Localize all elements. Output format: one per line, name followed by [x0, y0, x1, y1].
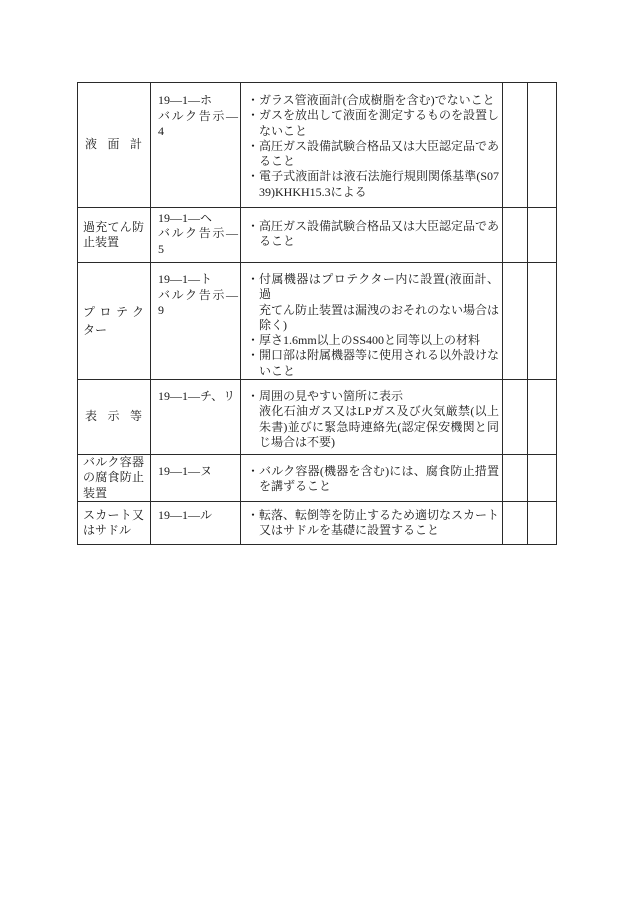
requirement-item: [247, 93, 498, 108]
notice-reference: [158, 109, 238, 140]
item-name: [83, 455, 144, 501]
item-name: [83, 220, 144, 251]
requirements-cell: [241, 502, 503, 545]
bullet-mark: ・: [247, 108, 260, 123]
notice-line: バルク告示―: [158, 108, 238, 123]
requirement-line: 高圧ガス設備試験合格品又は大臣認定品であ: [259, 138, 500, 153]
item-name-line: プロテク: [83, 305, 144, 320]
reference-cell: [151, 83, 241, 208]
item-name-line: ター: [83, 323, 108, 338]
requirement-line: いこと: [259, 363, 296, 378]
bullet-mark: ・: [247, 389, 260, 404]
table-row: [78, 502, 557, 545]
requirement-line: ること: [259, 154, 296, 169]
requirement-line: 転落、転倒等を防止するため適切なスカート: [259, 507, 500, 522]
bullet-mark: ・: [247, 507, 260, 522]
requirement-item: [247, 389, 498, 404]
item-name-line: 止装置: [83, 235, 120, 249]
notice-line: 4: [158, 124, 164, 139]
item-name-cell: [78, 455, 151, 502]
requirement-text: [259, 272, 499, 333]
check-cell-b: [528, 208, 557, 263]
table-row: [78, 83, 557, 208]
requirement-line: ること: [259, 234, 296, 249]
reference-cell: [151, 455, 241, 502]
check-cell-a: [503, 208, 528, 263]
requirement-item: [247, 508, 498, 539]
item-name: [83, 137, 144, 152]
table-row: [78, 380, 557, 455]
check-cell-a: [503, 502, 528, 545]
requirement-text: [259, 333, 499, 348]
requirement-text: [259, 108, 499, 139]
requirement-line: 開口部は附属機器等に使用される以外設けな: [259, 348, 500, 363]
reference-cell: [151, 263, 241, 380]
check-cell-b: [528, 83, 557, 208]
check-cell-a: [503, 83, 528, 208]
requirement-line: 高圧ガス設備試験合格品又は大臣認定品であ: [259, 219, 500, 233]
requirement-item: [247, 108, 498, 139]
reference-cell: [151, 380, 241, 455]
reference-clause: 19―1―チ、リ: [158, 389, 236, 404]
requirement-text: [259, 389, 499, 404]
requirements-cell: [241, 83, 503, 208]
bullet-mark: ・: [247, 272, 260, 286]
item-name: [83, 303, 144, 339]
table-row: [78, 455, 557, 502]
bullet-mark: ・: [247, 93, 260, 107]
item-name-line: 表示等: [85, 409, 142, 424]
requirement-text: [259, 464, 499, 495]
requirement-item: [247, 169, 498, 200]
item-name-line: はサドル: [83, 523, 132, 538]
reference-clause: 19―1―ヌ: [158, 464, 213, 479]
reference-clause: 19―1―ト: [158, 272, 213, 286]
requirement-line: 付属機器はプロテクター内に設置(液面計、過: [259, 272, 499, 302]
item-name-cell: [78, 208, 151, 263]
check-cell-b: [528, 263, 557, 380]
check-cell-b: [528, 455, 557, 502]
check-cell-b: [528, 380, 557, 455]
requirement-line: ないこと: [259, 123, 308, 138]
item-name-line: 液面計: [85, 137, 142, 152]
check-cell-b: [528, 502, 557, 545]
item-name-cell: [78, 83, 151, 208]
requirement-line: 液化石油ガス又はLPガス及び火気厳禁(以上: [259, 404, 499, 419]
item-name-cell: [78, 502, 151, 545]
requirement-line: 除く): [259, 317, 287, 332]
requirement-item: [247, 219, 498, 250]
requirement-line: 39)KHKH15.3による: [259, 184, 367, 199]
requirement-text: [259, 139, 499, 170]
item-name-line: スカート又: [83, 507, 144, 522]
requirement-line: 周囲の見やすい箇所に表示: [259, 389, 404, 404]
check-cell-a: [503, 263, 528, 380]
requirement-line: を講ずること: [259, 479, 332, 494]
requirement-line: 又はサドルを基礎に設置すること: [259, 522, 440, 537]
requirement-text: [259, 404, 499, 450]
requirement-item: [247, 404, 498, 450]
item-name: [83, 508, 144, 539]
requirement-text: [259, 219, 499, 250]
item-name-line: の腐食防止: [83, 470, 144, 485]
bullet-mark: ・: [247, 169, 260, 184]
requirement-line: じ場合は不要): [259, 434, 335, 449]
bullet-mark: ・: [247, 138, 260, 153]
reference-clause: 19―1―ヘ: [158, 210, 213, 225]
requirement-text: [259, 508, 499, 539]
notice-line: バルク告示―: [158, 226, 238, 241]
table-row: [78, 208, 557, 263]
requirements-cell: [241, 263, 503, 380]
inspection-spec-table: [77, 82, 557, 545]
item-name-line: 過充てん防: [83, 219, 144, 234]
requirement-item: [247, 139, 498, 170]
requirements-cell: [241, 208, 503, 263]
item-name-line: バルク容器: [83, 455, 144, 470]
item-name-cell: [78, 263, 151, 380]
requirements-cell: [241, 380, 503, 455]
reference-clause: 19―1―ル: [158, 507, 213, 522]
item-name: [83, 409, 144, 424]
bullet-mark: ・: [247, 464, 260, 479]
bullet-mark: ・: [247, 219, 260, 233]
requirement-text: [259, 348, 499, 379]
check-cell-a: [503, 380, 528, 455]
reference-clause: 19―1―ホ: [158, 93, 213, 107]
check-cell-a: [503, 455, 528, 502]
requirement-item: [247, 348, 498, 379]
requirement-line: ガラス管液面計(合成樹脂を含む)でないこと: [259, 93, 495, 107]
requirement-line: ガスを放出して液面を測定するものを設置し: [259, 108, 500, 123]
requirement-line: バルク容器(機器を含む)には、腐食防止措置: [259, 464, 499, 479]
bullet-mark: ・: [247, 333, 260, 348]
requirement-item: [247, 333, 498, 348]
requirement-line: 厚さ1.6mm以上のSS400と同等以上の材料: [259, 333, 481, 348]
item-name-cell: [78, 380, 151, 455]
table-row: [78, 263, 557, 380]
reference-cell: [151, 208, 241, 263]
reference-cell: [151, 502, 241, 545]
notice-line: 5: [158, 241, 164, 256]
requirement-line: 充てん防止装置は漏洩のおそれのない場合は: [259, 302, 500, 317]
requirement-item: [247, 464, 498, 495]
notice-line: 9: [158, 303, 164, 318]
requirement-line: 電子式液面計は液石法施行規則関係基準(S07: [259, 169, 499, 184]
notice-reference: [158, 288, 238, 319]
requirement-line: 朱書)並びに緊急時連絡先(認定保安機関と同: [259, 419, 499, 434]
requirements-cell: [241, 455, 503, 502]
requirement-item: [247, 272, 498, 333]
requirement-text: [259, 169, 499, 200]
notice-line: バルク告示―: [158, 287, 238, 302]
requirement-text: [259, 93, 499, 108]
item-name-line: 装置: [83, 485, 108, 500]
notice-reference: [158, 226, 238, 257]
bullet-mark: ・: [247, 348, 260, 363]
